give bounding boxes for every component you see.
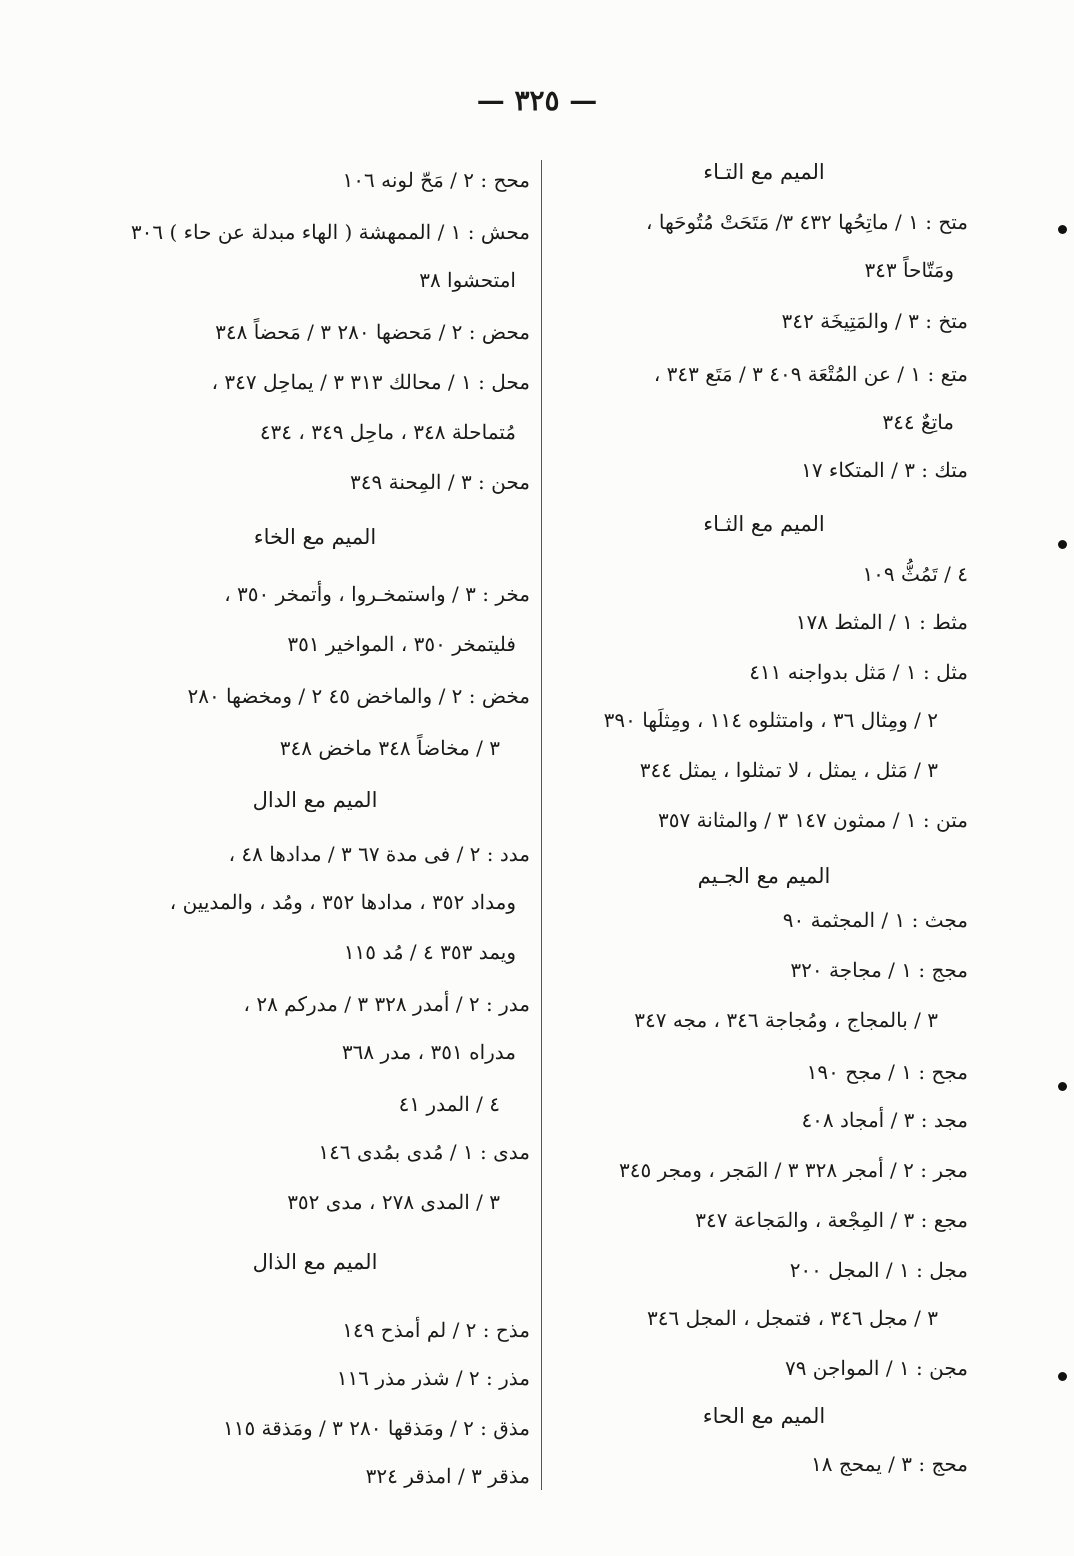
index-entry: مجر : ٢ / أمجر ٣٢٨ ٣ / المَجر ، ومجر ٣٤٥ xyxy=(619,1158,968,1182)
index-entry: مجد : ٣ / أمجاد ٤٠٨ xyxy=(801,1108,968,1132)
index-entry: مثل : ١ / مَثل بدواجنه ٤١١ xyxy=(749,660,968,684)
index-entry: ٣ / مخاضاً ٣٤٨ ماخض ٣٤٨ xyxy=(279,736,500,760)
section-heading: الميم مع الجـيم xyxy=(697,864,831,888)
index-entry: مجع : ٣ / المِجْعة ، والمَجاعة ٣٤٧ xyxy=(695,1208,968,1232)
index-entry: مدراه ٣٥١ ، مدر ٣٦٨ xyxy=(341,1040,516,1064)
index-entry: مذح : ٢ / لم أمذح ١٤٩ xyxy=(342,1318,530,1342)
index-entry: مجل : ١ / المجل ٢٠٠ xyxy=(789,1258,968,1282)
index-entry: متخ : ٣ / والمَتِيخَة ٣٤٢ xyxy=(781,309,968,333)
index-entry: ٣ / مجل ٣٤٦ ، فتمجل ، المجل ٣٤٦ xyxy=(647,1306,938,1330)
index-entry: متع : ١ / عن المُتْعَة ٤٠٩ ٣ / مَتَع ٣٤٣ ، xyxy=(653,362,968,386)
section-heading: الميم مع الدال xyxy=(252,788,378,812)
index-entry: متح : ١ / ماتِحُها ٤٣٢ ٣/ مَتَحَتْ مُتُوحَها ، xyxy=(646,210,968,234)
index-entry: ٤ / المدر ٤١ xyxy=(398,1092,500,1116)
index-entry: مذر : ٢ / شذر مذر ١١٦ xyxy=(336,1366,530,1390)
index-entry: امتحشوا ٣٨ xyxy=(419,268,516,292)
index-entry: مدد : ٢ / فى مدة ٦٧ ٣ / مدادها ٤٨ ، xyxy=(228,842,530,866)
index-entry: محج : ٣ / يمحج ١٨ xyxy=(811,1452,968,1476)
index-entry: فليتمخر ٣٥٠ ، المواخير ٣٥١ xyxy=(287,632,516,656)
section-heading: الميم مع التـاء xyxy=(703,160,825,184)
index-entry: ٢ / ومِثال ٣٦ ، وامتثلوه ١١٤ ، ومِثلَها ٣٩٠ xyxy=(603,708,938,732)
index-entry: متك : ٣ / المتكاء ١٧ xyxy=(801,458,968,482)
index-entry: محح : ٢ / مَحّ لونه ١٠٦ xyxy=(342,168,530,192)
index-entry: ٣ / مَثل ، يمثل ، لا تمثلوا ، يمثل ٣٤٤ xyxy=(639,758,938,782)
index-entry: مجن : ١ / المواجن ٧٩ xyxy=(784,1356,968,1380)
margin-mark xyxy=(1058,540,1067,549)
index-entry: محن : ٣ / المِحنة ٣٤٩ xyxy=(350,470,530,494)
index-entry: ٤ / تَمُثُّ ١٠٩ xyxy=(862,562,968,586)
index-entry: مدر : ٢ / أمدر ٣٢٨ ٣ / مدركم ٢٨ ، xyxy=(243,992,530,1016)
index-entry: مجث : ١ / المجثمة ٩٠ xyxy=(782,908,968,932)
section-heading: الميم مع الخاء xyxy=(253,525,377,549)
index-entry: مخر : ٣ / واستمخـروا ، وأتمخر ٣٥٠ ، xyxy=(224,582,530,606)
index-entry: ماتِعٌ ٣٤٤ xyxy=(882,410,954,434)
section-heading: الميم مع الثـاء xyxy=(703,512,825,536)
index-entry: محل : ١ / محالك ٣١٣ ٣ / يماحِل ٣٤٧ ، xyxy=(211,370,530,394)
index-entry: مخض : ٢ / والماخض ٤٥ ٢ / ومخضها ٢٨٠ xyxy=(187,684,530,708)
page-number: — ٣٢٥ — xyxy=(476,84,598,117)
margin-mark xyxy=(1058,1372,1067,1381)
margin-mark xyxy=(1058,225,1067,234)
index-entry: مُتماحلة ٣٤٨ ، ماحِل ٣٤٩ ، ٤٣٤ xyxy=(259,420,516,444)
column-divider xyxy=(541,160,542,1490)
index-entry: متن : ١ / ممثون ١٤٧ ٣ / والمثانة ٣٥٧ xyxy=(657,808,968,832)
index-entry: مثط : ١ / المثط ١٧٨ xyxy=(795,610,968,634)
section-heading: الميم مع الحاء xyxy=(702,1404,826,1428)
index-entry: ومداد ٣٥٢ ، مدادها ٣٥٢ ، ومُد ، والمديين ، xyxy=(169,890,516,914)
index-entry: مذق : ٢ / ومَذقها ٢٨٠ ٣ / ومَذقة ١١٥ xyxy=(222,1416,530,1440)
index-entry: محض : ٢ / مَحضها ٢٨٠ ٣ / مَحضاً ٣٤٨ xyxy=(215,320,530,344)
section-heading: الميم مع الذال xyxy=(252,1250,378,1274)
margin-mark xyxy=(1058,1082,1067,1091)
index-entry: ٣ / المدى ٢٧٨ ، مدى ٣٥٢ xyxy=(287,1190,500,1214)
index-entry: ٣ / بالمجاج ، ومُجاجة ٣٤٦ ، مجه ٣٤٧ xyxy=(634,1008,938,1032)
index-entry: مجج : ١ / مجاجة ٣٢٠ xyxy=(790,958,968,982)
index-entry: محش : ١ / الممهشة ( الهاء مبدلة عن حاء ) ٣٠٦ xyxy=(130,220,530,244)
index-entry: ومَتّاحاً ٣٤٣ xyxy=(864,258,954,282)
index-entry: ويمد ٣٥٣ ٤ / مُد ١١٥ xyxy=(343,940,516,964)
index-entry: مذقر ٣ / امذقر ٣٢٤ xyxy=(365,1464,530,1488)
index-entry: مدى : ١ / مُدى بمُدى ١٤٦ xyxy=(318,1140,530,1164)
index-entry: مجح : ١ / مجح ١٩٠ xyxy=(806,1060,968,1084)
